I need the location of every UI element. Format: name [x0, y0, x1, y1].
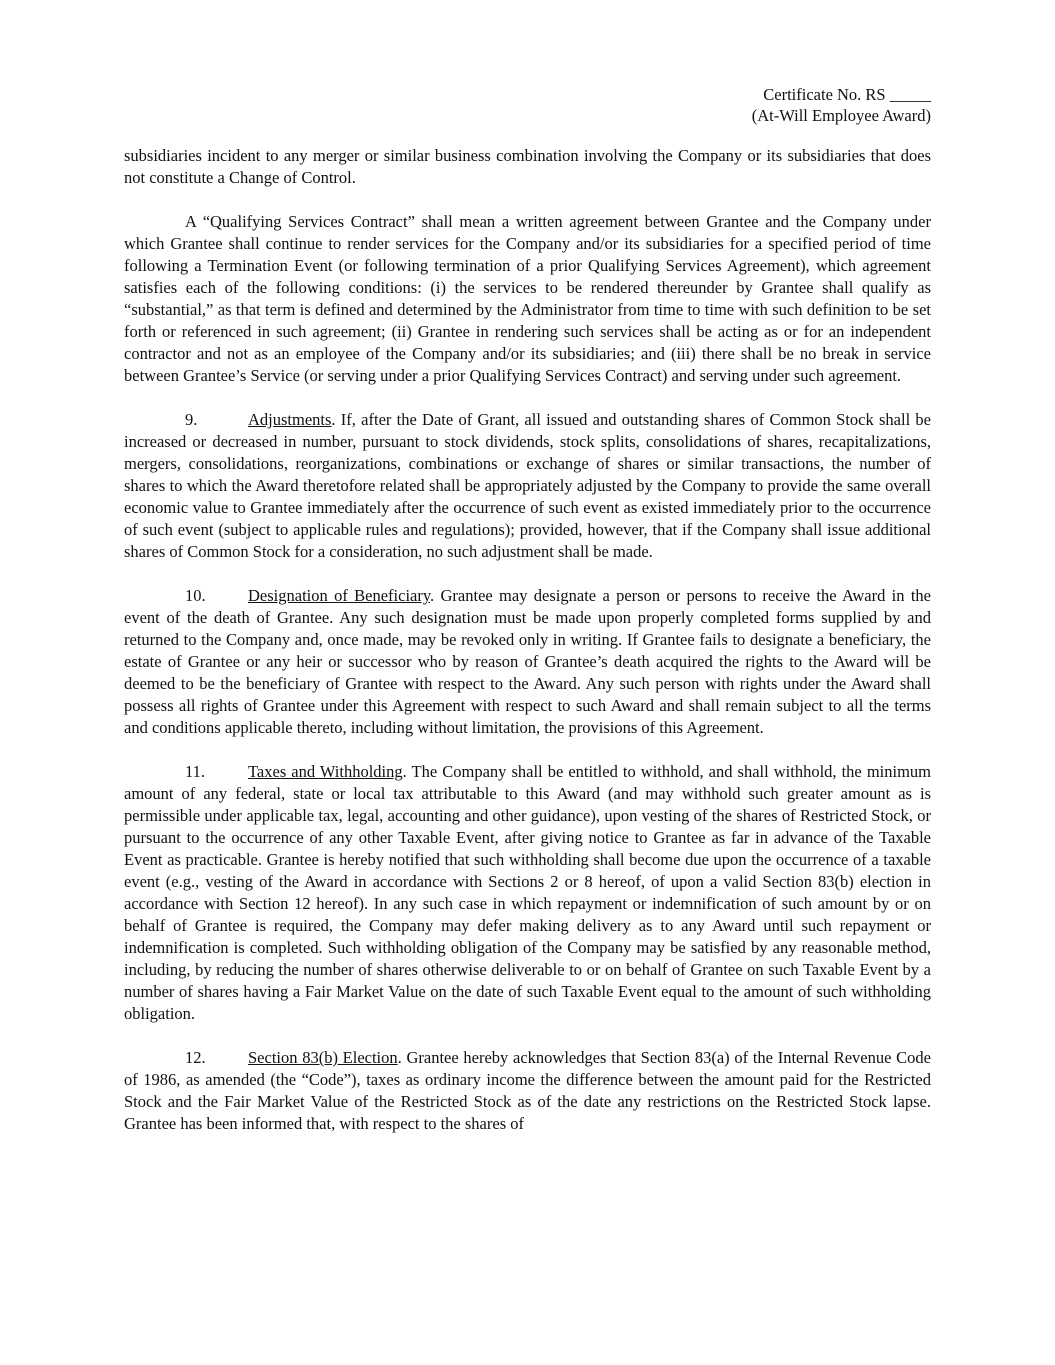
section-text: . The Company shall be entitled to withhold, and shall withhold, the minimum amount of any federal, state or local tax attributable to this Award (and may withhold such greater amount as is permissible under applicable tax, legal, accounting and other guidance), upon vesting of the shares of Restricted Stock, or pursuant to the occurrence of any other Taxable Event, after giving notice to Grantee as far in advance of the Taxable Event as practicable. Grantee is hereby notified that such withholding shall become due upon the occurrence of a taxable event (e.g., vesting of the Award in accordance with Sections 2 or 8 hereof, of upon a valid Section 83(b) election in accordance with Section 12 hereof). In any such case in which repayment or indemnification of such amount by or on behalf of Grantee is required, the Company may defer making delivery as to any Award until such repayment or indemnification is completed. Such withholding obligation of the Company may be satisfied by any reasonable method, including, by reducing the number of shares otherwise deliverable to or on behalf of Grantee on such Taxable Event by a number of shares having a Fair Market Value on the date of such Taxable Event equal to the amount of such withholding obligation.: [124, 762, 931, 1023]
section-number: 12.: [185, 1048, 206, 1067]
section-text: . If, after the Date of Grant, all issued and outstanding shares of Common Stock shall be increased or decreased in number, pursuant to stock dividends, stock splits, consolidations of shares, recapitalizations, mergers, consolidations, reorganizations, combinations or exchange of shares or similar transactions, the number of shares to which the Award theretofore related shall be appropriately adjusted by the Company to provide the same overall economic value to Grantee immediately after the occurrence of such event as existed immediately prior to the occurrence of such event (subject to applicable rules and regulations); provided, however, that if the Company shall issue additional shares of Common Stock for a consideration, no such adjustment shall be made.: [124, 410, 931, 561]
section-9: [124, 409, 931, 563]
section-11: [124, 761, 931, 1025]
certificate-number: Certificate No. RS _____: [763, 85, 931, 104]
section-text: . Grantee hereby acknowledges that Section 83(a) of the Internal Revenue Code of 1986, as amended (the “Code”), taxes as ordinary income the difference between the amount paid for the Restricted Stock and the Fair Market Value of the Restricted Stock as of the date any restrictions on the Restricted Stock lapse. Grantee has been informed that, with respect to the shares of: [124, 1048, 931, 1133]
section-10: [124, 585, 931, 739]
award-type: (At-Will Employee Award): [751, 106, 931, 125]
section-text: . Grantee may designate a person or persons to receive the Award in the event of the death of Grantee. Any such designation must be made upon properly completed forms supplied by and returned to the Company and, once made, may be revoked only in writing. If Grantee fails to designate a beneficiary, the estate of Grantee or any heir or successor who by reason of Grantee’s death acquired the rights to the Award will be deemed to be the beneficiary of Grantee with respect to the Award. Any such person with rights under the Award shall possess all rights of Grantee under this Agreement with respect to such Award and shall remain subject to all the terms and conditions applicable thereto, including without limitation, the provisions of this Agreement.: [124, 586, 932, 737]
section-heading: Designation of Beneficiary: [248, 586, 431, 605]
section-number: 10.: [185, 586, 206, 605]
paragraph-qualifying-services-contract: A “Qualifying Services Contract” shall mean a written agreement between Grantee and the Company under which Grantee shall continue to render services for the Company and/or its subsidiaries for a specified period of time following a Termination Event (or following termination of a prior Qualifying Services Agreement), which agreement satisfies each of the following conditions: (i) the services to be rendered thereunder by Grantee shall qualify as “substantial,” as that term is defined and determined by the Administrator from time to time with such definition to be set forth or referenced in such agreement; (ii) Grantee in rendering such services shall be acting as or for an independent contractor and not as an employee of the Company and/or its subsidiaries; and (iii) there shall be no break in service between Grantee’s Service (or serving under a prior Qualifying Services Contract) and serving under such agreement.: [124, 212, 931, 385]
section-heading: Section 83(b) Election: [248, 1048, 398, 1067]
section-number: 11.: [185, 762, 206, 781]
document-header: [752, 84, 931, 126]
section-heading: Taxes and Withholding: [248, 762, 403, 781]
document-body: [124, 145, 931, 1157]
section-12: [124, 1047, 931, 1135]
section-number: 9.: [185, 410, 198, 429]
paragraph-continuation: subsidiaries incident to any merger or similar business combination involving the Company or its subsidiaries that does not constitute a Change of Control.: [124, 146, 931, 187]
section-heading: Adjustments: [248, 410, 332, 429]
